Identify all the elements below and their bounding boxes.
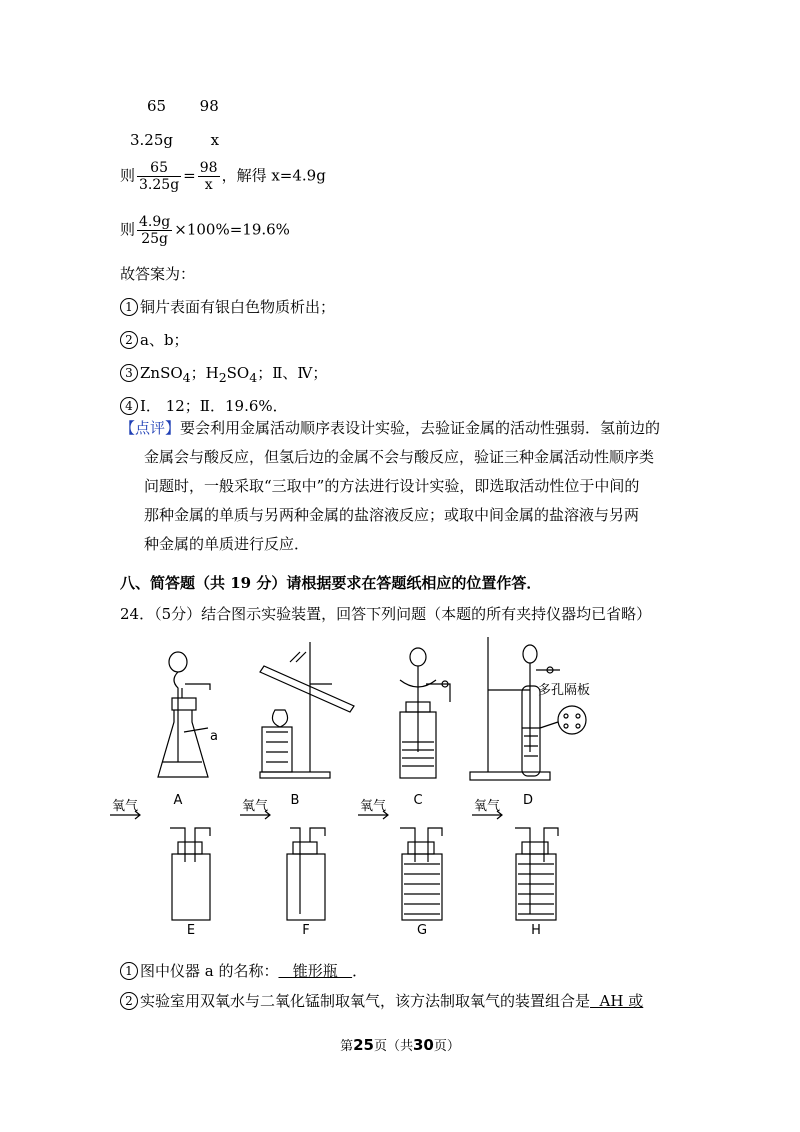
label-H: H [531, 923, 541, 938]
apparatus-e-bottle-icon [110, 811, 210, 920]
calc-equation [120, 160, 326, 193]
answer-item-3 [120, 362, 327, 389]
answer-1-text: 铜片表面有银白色物质析出； [140, 298, 336, 316]
pct-tail: ×100%=19.6% [174, 220, 290, 239]
answer-3-mid: ；H [190, 364, 219, 382]
answer-item-1 [120, 296, 335, 318]
apparatus-b-heating-icon [260, 642, 354, 778]
label-C: C [413, 793, 423, 808]
comment-line-5: 种金属的单质进行反应． [144, 535, 310, 553]
footer-post: 页） [433, 1039, 460, 1054]
section-heading: 八、简答题（共 19 分）请根据要求在答题纸相应的位置作答． [120, 574, 542, 592]
label-oxygen-f: 氧气 [242, 799, 269, 814]
frac2-den: x [204, 177, 213, 193]
label-A: A [173, 793, 183, 808]
label-F: F [302, 923, 310, 938]
comment-line-4: 那种金属的单质与另两种金属的盐溶液反应；或取中间金属的盐溶液与另两 [144, 506, 640, 524]
label-G: G [416, 923, 428, 938]
label-E: E [186, 923, 196, 938]
page-footer [0, 1035, 800, 1054]
apparatus-a-flask-icon [158, 652, 210, 777]
frac3-den: 25g [141, 231, 169, 247]
apparatus-g-bottle-icon [358, 811, 442, 920]
comment-line-3: 问题时，一般采取“三取中”的方法进行设计实验，即选取活动性位于中间的 [144, 477, 640, 495]
answer-3-mid2: SO [226, 364, 250, 382]
label-oxygen-e: 氧气 [112, 799, 139, 814]
frac1-den: 3.25g [139, 177, 180, 193]
comment-line-2: 金属会与酸反应，但氢后边的金属不会与酸反应，验证三种金属活动性顺序类 [144, 448, 655, 466]
answer-2-text: a、b； [140, 331, 189, 349]
fraction-3 [137, 214, 172, 247]
label-oxygen-h: 氧气 [474, 799, 501, 814]
sub-question-1 [120, 960, 367, 982]
apparatus-h-bottle-icon [472, 811, 558, 920]
answer-3-pre: ZnSO [140, 364, 183, 382]
frac1-num: 65 [137, 160, 181, 177]
answer-4-text: Ⅰ． 12；Ⅱ．19.6%． [140, 397, 288, 415]
calc-row-1 [147, 97, 219, 115]
answer-3-post: ；Ⅱ、Ⅳ； [257, 364, 328, 382]
circle-number: 4 [120, 397, 138, 415]
sub-2: 2 [218, 370, 227, 385]
circle-number: 3 [120, 364, 138, 382]
sub-4: 4 [182, 370, 191, 385]
apparatus-c-icon [400, 648, 450, 778]
footer-mid: 页（共 [373, 1039, 413, 1054]
calc-percent [120, 214, 290, 247]
sub-4b: 4 [249, 370, 258, 385]
comment-tag: 【点评】 [120, 419, 181, 437]
eq-tail: ，解得 x=4.9g [221, 166, 326, 185]
frac2-num: 98 [199, 160, 218, 176]
label-a: a [210, 729, 218, 744]
circle-number: 2 [120, 331, 138, 349]
calc-r2-b: x [210, 131, 220, 149]
sub2-answer: AH 或 [590, 992, 644, 1010]
sub1-pre: 图中仪器 a 的名称： [140, 962, 279, 980]
label-D: D [522, 793, 534, 808]
sub1-post: ． [352, 962, 368, 980]
circle-number: 2 [120, 992, 138, 1010]
sub-question-2 [120, 990, 643, 1012]
pct-prefix: 则 [120, 220, 136, 239]
sub2-pre: 实验室用双氧水与二氧化锰制取氧气，该方法制取氧气的装置组合是 [140, 992, 591, 1010]
answer-item-2 [120, 329, 189, 351]
circle-number: 1 [120, 298, 138, 316]
footer-page: 25 [353, 1036, 374, 1054]
answers-intro: 故答案为： [120, 265, 196, 283]
calc-r1-a: 65 [147, 97, 167, 115]
label-oxygen-g: 氧气 [360, 799, 387, 814]
circle-number: 1 [120, 962, 138, 980]
calc-r1-b: 98 [199, 97, 219, 115]
footer-total: 30 [413, 1036, 434, 1054]
eq-mid: = [183, 166, 196, 185]
apparatus-d-icon [470, 637, 586, 780]
label-plate: 多孔隔板 [538, 683, 591, 698]
sub1-answer: 锥形瓶 [278, 962, 353, 980]
label-B: B [290, 793, 300, 808]
footer-pre: 第 [340, 1039, 354, 1054]
frac3-num: 4.9g [139, 214, 171, 230]
fraction-1 [137, 160, 181, 193]
question-stem: 24．（5分）结合图示实验装置，回答下列问题（本题的所有夹持仪器均已省略） [120, 605, 652, 623]
comment-line-1: 要会利用金属活动顺序表设计实验，去验证金属的活动性强弱．氢前边的 [180, 419, 661, 437]
comment-block [120, 414, 680, 559]
eq-prefix: 则 [120, 166, 136, 185]
fraction-2 [198, 160, 220, 193]
calc-row-2 [130, 131, 219, 149]
apparatus-figure [110, 632, 670, 942]
calc-r2-a: 3.25g [130, 131, 174, 149]
apparatus-f-bottle-icon [240, 811, 325, 920]
